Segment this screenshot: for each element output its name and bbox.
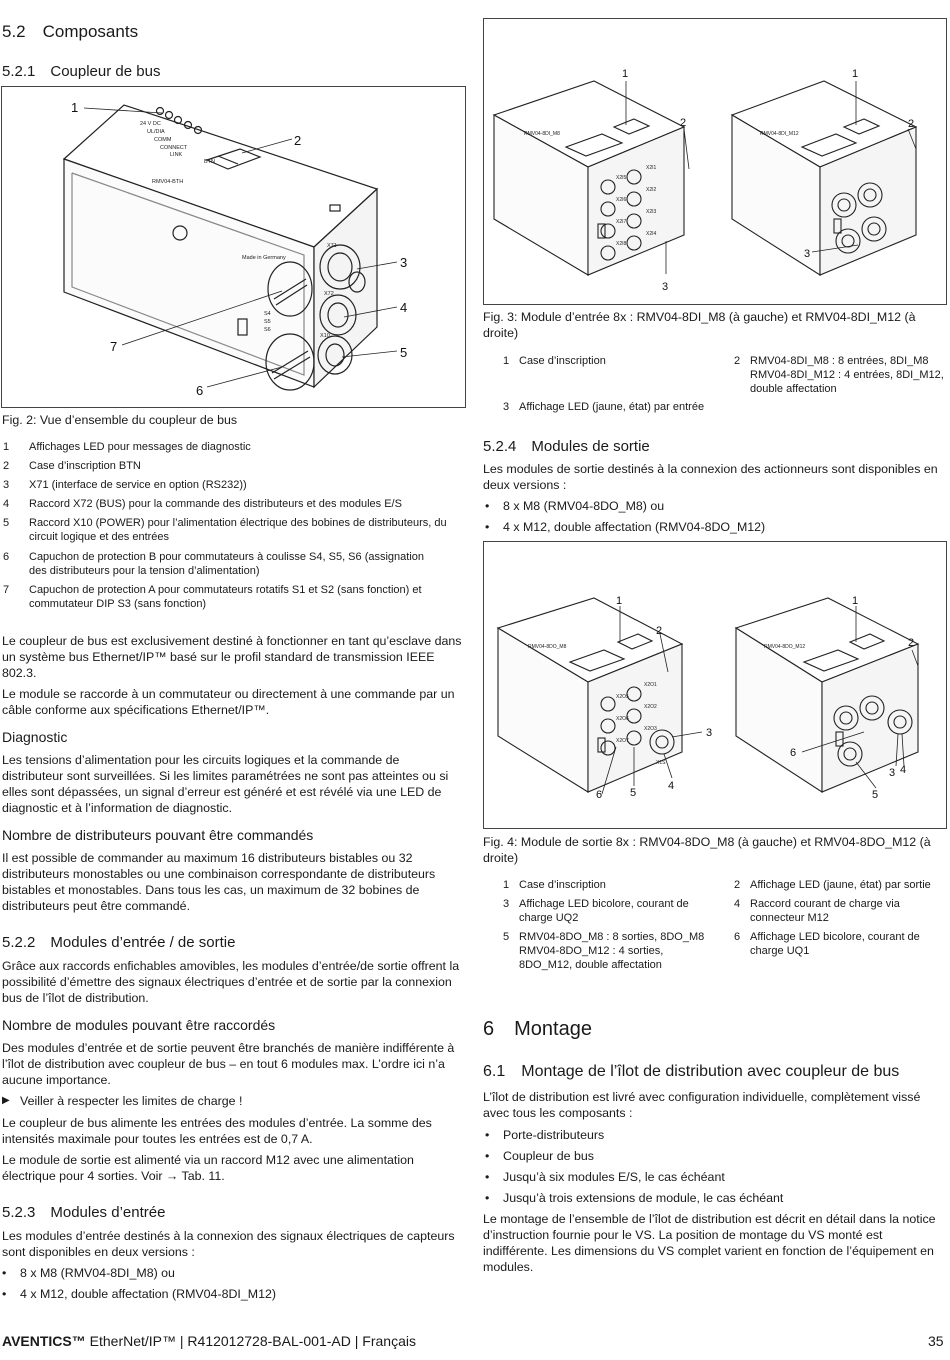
callout-7: 7 (110, 339, 118, 354)
figure-4-legend-left (503, 878, 723, 972)
fig4-callout-6-left: 6 (596, 789, 603, 801)
montage-intro-paragraph: L’îlot de distribution est livré avec configuration individuelle, complètement vissé avec tous les composants : (483, 1090, 921, 1120)
fig3-callout-3-right: 3 (804, 248, 811, 260)
load-paragraph-1: Le coupleur de bus alimente les entrées des modules d’entrée. La somme des intensités maximale pour toutes les entrées est de 0,7 A. (2, 1116, 432, 1146)
footer-document-info: EtherNet/IP™ | R412012728-BAL-001-AD | Français (85, 1333, 416, 1349)
device-label-x2i4: X2I4 (646, 231, 657, 237)
fig4-callout-6-right: 6 (790, 747, 797, 759)
device-label-x2o6: X2O6 (616, 716, 629, 722)
output-modules-paragraph: Les modules de sortie destinés à la connexion des actionneurs sont disponibles en deux versions : (483, 462, 938, 492)
bus-coupler-drawing (2, 87, 465, 407)
triangle-right-icon: ▶ (2, 1095, 10, 1106)
legend-item: 3 Affichage LED (jaune, état) par entrée (503, 401, 705, 413)
montage-components-list (485, 1127, 947, 1211)
output-modules-list (485, 498, 947, 540)
device-label-x2i2: X2I2 (646, 187, 657, 193)
input-modules-paragraph: Les modules d’entrée destinés à la connexion des signaux électriques de capteurs sont disponibles en deux versions : (2, 1229, 455, 1259)
legend-item: 1 Affichages LED pour messages de diagnostic (3, 441, 251, 453)
device-label-x1s: X1S (656, 760, 666, 766)
fig4-callout-5-left: 5 (630, 787, 637, 799)
legend-item: 2 Affichage LED (jaune, état) par sortie (734, 879, 931, 891)
valves-paragraph: Il est possible de commander au maximum 16 distributeurs bistables ou 32 distributeurs monostables ou une combinaison correspondante de distributeurs bistables et monostables. Dans tous les cas, un maximum de 32 bobines de distributeurs peut être commandé. (2, 851, 436, 913)
legend-item: 4 Raccord X72 (BUS) pour la commande des distributeurs et des modules E/S (3, 498, 402, 510)
device-label-btn: BTN (204, 159, 215, 165)
input-modules-drawing (484, 19, 946, 304)
figure-3-input-modules (483, 18, 947, 305)
device-label-x2o2: X2O2 (644, 704, 657, 710)
callout-3: 3 (400, 255, 408, 270)
device-label-x2i1: X2I1 (646, 165, 657, 171)
device-label-comm: COMM (154, 137, 172, 143)
fig3-callout-2-left: 2 (680, 117, 687, 129)
legend-item: 5 Raccord X10 (POWER) pour l’alimentation électrique des bobines de distributeurs, du circuit logique et des entrées (3, 517, 447, 543)
section-title: 5.2 Composants (2, 22, 139, 41)
callout-6: 6 (196, 383, 204, 398)
modules-count-paragraph: Des modules d’entrée et de sortie peuvent être branchés de manière indifférente à l’îlot de distribution avec coupleur de bus – en tout 6 modules max. L’ordre ici n’a aucune importance. (2, 1041, 455, 1087)
legend-item: 1 Case d’inscription (503, 879, 606, 891)
subsection-title-521: 5.2.1 Coupleur de bus (2, 63, 161, 80)
intro-paragraph-1: Le coupleur de bus est exclusivement destiné à fonctionner en tant qu’esclave dans un système bus Ethernet/IP™ basé sur le profil standard de transmission IEEE 802.3. (2, 634, 462, 680)
chapter-title-montage: 6 Montage (483, 1018, 592, 1040)
legend-item: 2 Case d’inscription BTN (3, 460, 141, 472)
load-paragraph-2: Le module de sortie est alimenté via un raccord M12 avec une alimentation électrique pour 4 sorties. Voir → Tab. 11. (2, 1153, 414, 1183)
device-label-8di-m12: RMV04-8DI_M12 (760, 131, 799, 137)
figure-4-caption: Fig. 4: Module de sortie 8x : RMV04-8DO_M8 (à gauche) et RMV04-8DO_M12 (à droite) (483, 835, 931, 865)
list-item: • Coupleur de bus (485, 1149, 594, 1163)
footer-brand: AVENTICS™ (2, 1333, 86, 1349)
input-modules-list (2, 1265, 464, 1307)
device-label-model: RMV04-BTH (152, 179, 184, 185)
device-label-24vdc: 24 V DC (140, 121, 161, 127)
io-modules-paragraph: Grâce aux raccords enfichables amovibles, les modules d’entrée/de sortie offrent la possibilité d’émettre des signaux électriques d’entrée et de sortie par la connexion bus de l’îlot de distribution. (2, 959, 460, 1005)
device-label-8do-m8: RMV04-8DO_M8 (528, 644, 567, 650)
device-label-made-in: Made in Germany (242, 255, 286, 261)
fig3-callout-2-right: 2 (908, 118, 915, 130)
fig4-callout-3-right: 3 (889, 767, 896, 779)
callout-2: 2 (294, 133, 302, 148)
subsection-title-522: 5.2.2 Modules d’entrée / de sortie (2, 934, 236, 951)
output-modules-drawing (484, 542, 946, 828)
device-label-x71: X71 (327, 243, 337, 249)
legend-item: 5 RMV04-8DO_M8 : 8 sorties, 8DO_M8 RMV04-8DO_M12 : 4 sorties, 8DO_M12, double affectation (503, 931, 705, 971)
list-item: • 4 x M12, double affectation (RMV04-8DO_M12) (485, 520, 766, 534)
device-label-8do-m12: RMV04-8DO_M12 (764, 644, 806, 650)
device-label-x2o5: X2O5 (616, 694, 629, 700)
callout-4: 4 (400, 300, 408, 315)
device-label-s4: S4 (264, 311, 271, 317)
fig4-callout-4-right: 4 (900, 764, 907, 776)
device-label-x2i7: X2I7 (616, 219, 627, 225)
fig3-callout-3-left: 3 (662, 281, 669, 293)
figure-3-legend-right (734, 354, 944, 396)
fig4-callout-2-right: 2 (908, 637, 915, 649)
device-label-link: LINK (170, 152, 183, 158)
figure-4-legend-right (734, 878, 944, 958)
fig4-callout-3-left: 3 (706, 727, 713, 739)
intro-paragraph-2: Le module se raccorde à un commutateur ou directement à une commande par un câble conforme aux spécifications Ethernet/IP™. (2, 687, 455, 717)
figure-2-bus-coupler (1, 86, 466, 408)
figure-2-legend (3, 440, 453, 616)
device-label-x2o1: X2O1 (644, 682, 657, 688)
device-label-x2i8: X2I8 (616, 241, 627, 247)
montage-details-paragraph: Le montage de l’ensemble de l’îlot de distribution est décrit en détail dans la notice d’instruction fournie pour le VS. La position de montage du VS monté est indifférente. Les dimensions du VS complet varient en fonction de l’équipement en modules. (483, 1212, 936, 1274)
list-item: • Jusqu’à six modules E/S, le cas échéant (485, 1170, 725, 1184)
device-label-x2i3: X2I3 (646, 209, 657, 215)
figure-2-caption: Fig. 2: Vue d’ensemble du coupleur de bus (2, 413, 238, 427)
fig4-callout-5-right: 5 (872, 789, 879, 801)
device-label-8di-m8: RMV04-8DI_M8 (524, 131, 560, 137)
diagnostic-paragraph: Les tensions d’alimentation pour les circuits logiques et la commande de distributeur sont surveillées. Si les limites paramétrées ne sont pas atteintes ou si elles sont dépassées, un signal d’erreur est généré et est révélé via une LED de diagnostic et à l’information de diagnostic. (2, 753, 449, 815)
device-label-x10: X10 (320, 333, 330, 339)
modules-count-heading: Nombre de modules pouvant être raccordés (2, 1017, 276, 1033)
fig4-callout-1-right: 1 (852, 595, 859, 607)
list-item: • Jusqu’à trois extensions de module, le cas échéant (485, 1191, 784, 1205)
device-label-x2i5: X2I5 (616, 175, 627, 181)
section-title-61: 6.1 Montage de l’îlot de distribution avec coupleur de bus (483, 1063, 900, 1080)
fig4-callout-4-left: 4 (668, 780, 675, 792)
device-label-ul-dia: UL/DIA (147, 129, 165, 135)
legend-item: 4 Raccord courant de charge via connecteur M12 (734, 898, 900, 924)
list-item: • 4 x M12, double affectation (RMV04-8DI_M12) (2, 1287, 276, 1301)
fig4-callout-2-left: 2 (656, 625, 663, 637)
legend-item: 3 Affichage LED bicolore, courant de charge UQ2 (503, 898, 689, 924)
subsection-title-524: 5.2.4 Modules de sortie (483, 438, 650, 455)
device-label-x2o7: X2O7 (616, 738, 629, 744)
fig3-callout-1-right: 1 (852, 68, 859, 80)
fig3-callout-1-left: 1 (622, 68, 629, 80)
figure-3-legend-left (503, 354, 723, 414)
legend-item: 6 Capuchon de protection B pour commutateurs à coulisse S4, S5, S6 (assignation des distributeurs pour la tension d’alimentation) (3, 551, 425, 577)
valves-heading: Nombre de distributeurs pouvant être commandés (2, 827, 314, 843)
device-label-s5: S5 (264, 319, 271, 325)
device-label-x2o3: X2O3 (644, 726, 657, 732)
legend-item: 6 Affichage LED bicolore, courant de charge UQ1 (734, 931, 920, 957)
diagnostic-heading: Diagnostic (2, 729, 68, 745)
legend-item: 1 Case d’inscription (503, 355, 606, 367)
device-label-x2i6: X2I6 (616, 197, 627, 203)
device-label-connect: CONNECT (160, 145, 188, 151)
subsection-title-523: 5.2.3 Modules d’entrée (2, 1204, 166, 1221)
callout-1: 1 (71, 100, 79, 115)
callout-5: 5 (400, 345, 408, 360)
legend-item: 2 RMV04-8DI_M8 : 8 entrées, 8DI_M8 RMV04-8DI_M12 : 4 entrées, 8DI_M12, double affectation (734, 355, 944, 395)
legend-item: 7 Capuchon de protection A pour commutateurs rotatifs S1 et S2 (sans fonction) et commutateur DIP S3 (sans fonction) (3, 584, 422, 610)
footer-text (2, 1333, 416, 1349)
legend-item: 3 X71 (interface de service en option (RS232)) (3, 479, 247, 491)
list-item: • 8 x M8 (RMV04-8DI_M8) ou (2, 1266, 175, 1280)
list-item: • Porte-distributeurs (485, 1128, 605, 1142)
fig4-callout-1-left: 1 (616, 595, 623, 607)
list-item: • 8 x M8 (RMV04-8DO_M8) ou (485, 499, 665, 513)
device-label-x72: X72 (324, 291, 334, 297)
page-number: 35 (928, 1333, 944, 1349)
device-label-s6: S6 (264, 327, 271, 333)
load-limit-note: ▶ Veiller à respecter les limites de charge ! (2, 1094, 243, 1108)
figure-3-caption: Fig. 3: Module d’entrée 8x : RMV04-8DI_M8 (à gauche) et RMV04-8DI_M12 (à droite) (483, 310, 916, 340)
figure-4-output-modules (483, 541, 947, 829)
